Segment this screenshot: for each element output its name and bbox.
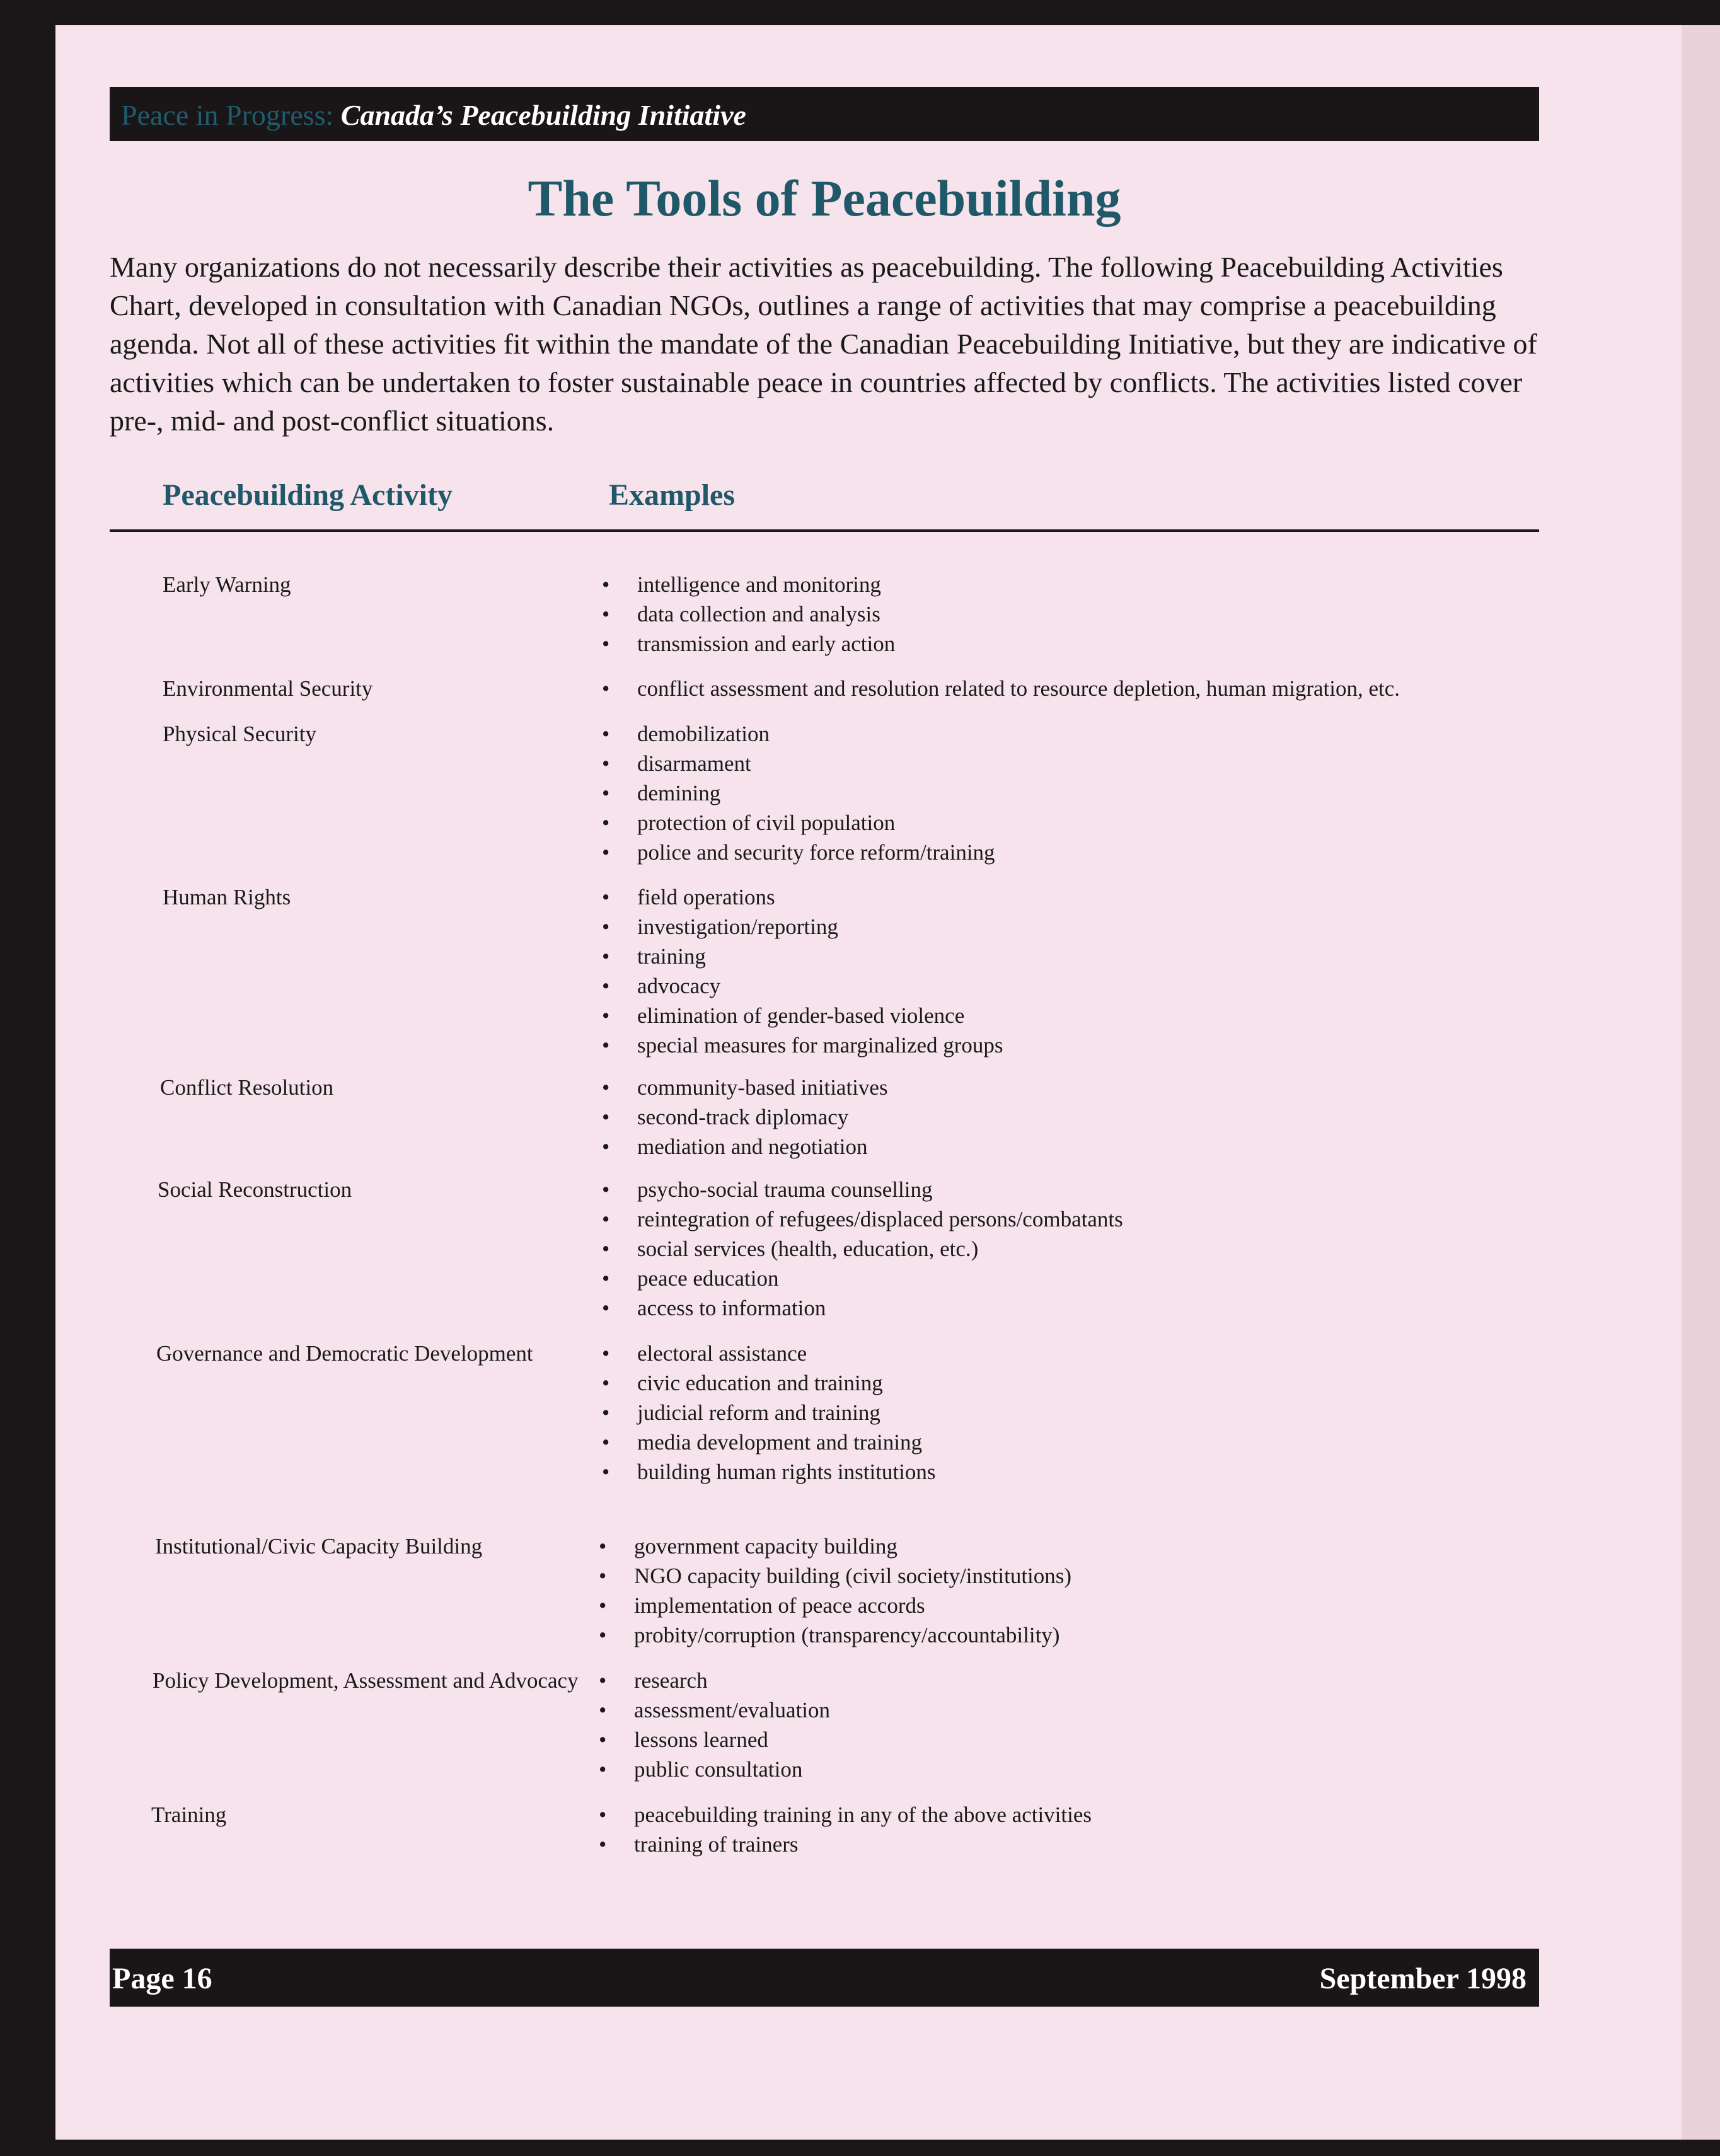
example-item: • advocacy [602,971,1003,1001]
example-item: • government capacity building [599,1531,1071,1561]
page-title: The Tools of Peacebuilding [528,170,1121,227]
example-item: • data collection and analysis [602,599,895,629]
example-item: • implementation of peace accords [599,1591,1071,1620]
activity-label: Environmental Security [163,676,373,701]
example-item: • conflict assessment and resolution related to resource depletion, human migration, etc. [602,674,1400,703]
example-item: • community-based initiatives [602,1073,888,1102]
column-header-examples: Examples [609,478,736,512]
example-item: • investigation/reporting [602,912,1003,942]
activity-label: Governance and Democratic Development [156,1341,533,1366]
footer-bar [110,1949,1539,2007]
example-item: • lessons learned [599,1725,830,1755]
example-item: • intelligence and monitoring [602,570,895,599]
example-item: • reintegration of refugees/displaced persons/combatants [602,1204,1123,1234]
examples-list [602,1175,1123,1323]
example-item: • probity/corruption (transparency/accountability) [599,1620,1071,1650]
header-text [121,98,746,132]
example-item: • judicial reform and training [602,1398,936,1427]
header-lead: Peace in Progress: [121,99,334,131]
example-item: • disarmament [602,749,995,778]
issue-date: September 1998 [1319,1962,1527,1995]
page-edge-strip [1682,25,1720,2140]
example-item: • training [602,942,1003,971]
activity-label: Social Reconstruction [158,1177,352,1202]
example-item: • demining [602,778,995,808]
column-header-activity: Peacebuilding Activity [163,478,453,512]
example-item: • demobilization [602,719,995,749]
activity-label: Conflict Resolution [160,1075,334,1100]
examples-list [602,674,1400,703]
activity-label: Early Warning [163,572,291,597]
example-item: • building human rights institutions [602,1457,936,1487]
example-item: • police and security force reform/training [602,838,995,867]
example-item: • social services (health, education, etc.) [602,1234,1123,1264]
activity-label: Training [151,1802,227,1827]
activity-label: Physical Security [163,722,316,746]
header-subtitle: Canada’s Peacebuilding Initiative [340,99,746,131]
activity-label: Policy Development, Assessment and Advocacy [153,1668,579,1693]
example-item: • public consultation [599,1755,830,1784]
examples-list [602,882,1003,1060]
example-item: • peacebuilding training in any of the above activities [599,1800,1092,1830]
example-item: • field operations [602,882,1003,912]
activity-label: Human Rights [163,885,291,909]
intro-paragraph: Many organizations do not necessarily describe their activities as peacebuilding. The following Peacebuilding Activities Chart, developed in consultation with Canadian NGOs, outlines a range of activities that may comprise a peacebuilding agenda. Not all of these activities fit within the mandate of the Canadian Peacebuilding Initiative, but they are indicative of activities which can be undertaken to foster sustainable peace in countries affected by conflicts. The activities listed cover pre-, mid- and post-conflict situations. [110,251,1537,437]
example-item: • special measures for marginalized groups [602,1030,1003,1060]
example-item: • NGO capacity building (civil society/institutions) [599,1561,1071,1591]
example-item: • transmission and early action [602,629,895,659]
example-item: • research [599,1666,830,1695]
examples-list [602,1073,888,1162]
example-item: • access to information [602,1293,1123,1323]
examples-list [602,570,895,659]
activity-label: Institutional/Civic Capacity Building [155,1534,483,1559]
examples-list [599,1666,830,1784]
examples-list [602,1339,936,1487]
example-item: • peace education [602,1264,1123,1293]
example-item: • psycho-social trauma counselling [602,1175,1123,1204]
examples-list [599,1800,1092,1859]
example-item: • assessment/evaluation [599,1695,830,1725]
page-number: Page 16 [112,1962,212,1995]
example-item: • elimination of gender-based violence [602,1001,1003,1030]
example-item: • electoral assistance [602,1339,936,1368]
example-item: • second-track diplomacy [602,1102,888,1132]
example-item: • training of trainers [599,1830,1092,1859]
examples-list [599,1531,1071,1650]
header-bar [110,87,1539,141]
example-item: • media development and training [602,1427,936,1457]
example-item: • civic education and training [602,1368,936,1398]
example-item: • protection of civil population [602,808,995,838]
examples-list [602,719,995,867]
example-item: • mediation and negotiation [602,1132,888,1162]
header-rule [110,529,1539,532]
